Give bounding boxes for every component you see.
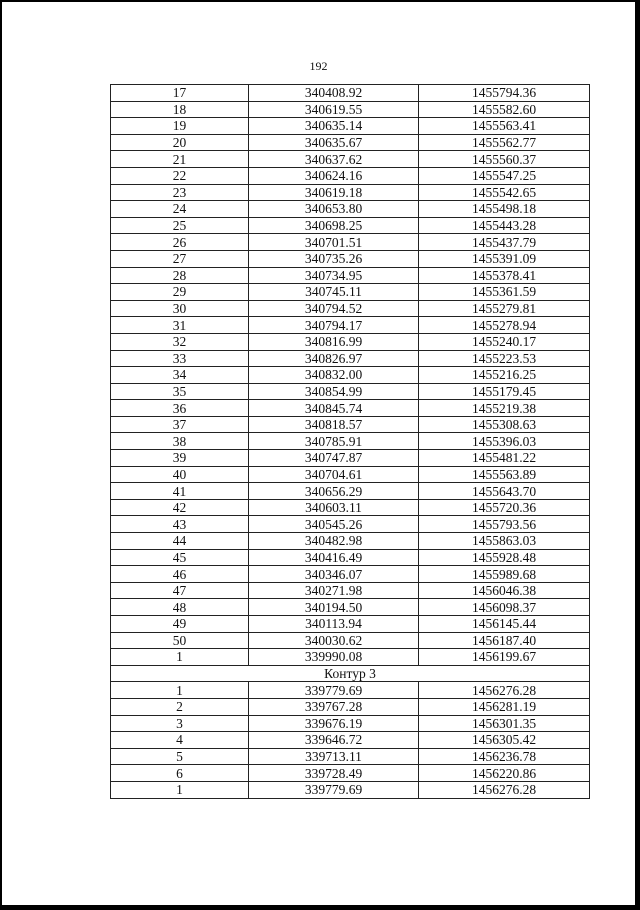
point-number-cell: 45 xyxy=(111,549,249,566)
x-coordinate-cell: 340816.99 xyxy=(249,333,419,350)
table-row xyxy=(111,250,590,267)
table-row xyxy=(111,466,590,483)
y-coordinate-cell: 1455437.79 xyxy=(419,234,590,251)
x-coordinate-cell: 339779.69 xyxy=(249,781,419,798)
x-coordinate-cell: 340637.62 xyxy=(249,151,419,168)
x-coordinate-cell: 339676.19 xyxy=(249,715,419,732)
y-coordinate-cell: 1456276.28 xyxy=(419,781,590,798)
y-coordinate-cell: 1456098.37 xyxy=(419,599,590,616)
x-coordinate-cell: 340747.87 xyxy=(249,450,419,467)
table-row xyxy=(111,167,590,184)
y-coordinate-cell: 1455396.03 xyxy=(419,433,590,450)
x-coordinate-cell: 340845.74 xyxy=(249,400,419,417)
table-row xyxy=(111,433,590,450)
x-coordinate-cell: 340635.14 xyxy=(249,118,419,135)
x-coordinate-cell: 340832.00 xyxy=(249,367,419,384)
y-coordinate-cell: 1456276.28 xyxy=(419,682,590,699)
table-row xyxy=(111,549,590,566)
y-coordinate-cell: 1455391.09 xyxy=(419,250,590,267)
y-coordinate-cell: 1455563.41 xyxy=(419,118,590,135)
x-coordinate-cell: 340854.99 xyxy=(249,383,419,400)
x-coordinate-cell: 340619.18 xyxy=(249,184,419,201)
x-coordinate-cell: 340734.95 xyxy=(249,267,419,284)
y-coordinate-cell: 1455240.17 xyxy=(419,333,590,350)
point-number-cell: 1 xyxy=(111,781,249,798)
table-row xyxy=(111,284,590,301)
table-row xyxy=(111,383,590,400)
point-number-cell: 2 xyxy=(111,698,249,715)
table-row xyxy=(111,715,590,732)
x-coordinate-cell: 340346.07 xyxy=(249,566,419,583)
point-number-cell: 36 xyxy=(111,400,249,417)
y-coordinate-cell: 1455308.63 xyxy=(419,416,590,433)
x-coordinate-cell: 340030.62 xyxy=(249,632,419,649)
point-number-cell: 21 xyxy=(111,151,249,168)
y-coordinate-cell: 1455560.37 xyxy=(419,151,590,168)
point-number-cell: 28 xyxy=(111,267,249,284)
table-row xyxy=(111,267,590,284)
table-row xyxy=(111,134,590,151)
x-coordinate-cell: 340698.25 xyxy=(249,217,419,234)
document-page xyxy=(2,2,635,905)
table-row xyxy=(111,300,590,317)
point-number-cell: 39 xyxy=(111,450,249,467)
table-row xyxy=(111,201,590,218)
x-coordinate-cell: 340271.98 xyxy=(249,582,419,599)
y-coordinate-cell: 1455542.65 xyxy=(419,184,590,201)
x-coordinate-cell: 339728.49 xyxy=(249,765,419,782)
y-coordinate-cell: 1455928.48 xyxy=(419,549,590,566)
table-row xyxy=(111,649,590,666)
point-number-cell: 41 xyxy=(111,483,249,500)
y-coordinate-cell: 1456281.19 xyxy=(419,698,590,715)
x-coordinate-cell: 340826.97 xyxy=(249,350,419,367)
table-row xyxy=(111,682,590,699)
point-number-cell: 32 xyxy=(111,333,249,350)
y-coordinate-cell: 1455216.25 xyxy=(419,367,590,384)
point-number-cell: 42 xyxy=(111,499,249,516)
table-row xyxy=(111,616,590,633)
point-number-cell: 31 xyxy=(111,317,249,334)
table-row xyxy=(111,582,590,599)
y-coordinate-cell: 1455563.89 xyxy=(419,466,590,483)
point-number-cell: 26 xyxy=(111,234,249,251)
y-coordinate-cell: 1455378.41 xyxy=(419,267,590,284)
table-row xyxy=(111,599,590,616)
table-row xyxy=(111,101,590,118)
y-coordinate-cell: 1455278.94 xyxy=(419,317,590,334)
y-coordinate-cell: 1455361.59 xyxy=(419,284,590,301)
y-coordinate-cell: 1455720.36 xyxy=(419,499,590,516)
y-coordinate-cell: 1456301.35 xyxy=(419,715,590,732)
x-coordinate-cell: 340704.61 xyxy=(249,466,419,483)
point-number-cell: 38 xyxy=(111,433,249,450)
point-number-cell: 43 xyxy=(111,516,249,533)
table-row xyxy=(111,400,590,417)
y-coordinate-cell: 1455863.03 xyxy=(419,533,590,550)
section-header-row xyxy=(111,665,590,682)
table-row xyxy=(111,499,590,516)
x-coordinate-cell: 340113.94 xyxy=(249,616,419,633)
x-coordinate-cell: 340735.26 xyxy=(249,250,419,267)
x-coordinate-cell: 340482.98 xyxy=(249,533,419,550)
x-coordinate-cell: 340794.52 xyxy=(249,300,419,317)
table-row xyxy=(111,698,590,715)
table-row xyxy=(111,333,590,350)
point-number-cell: 1 xyxy=(111,682,249,699)
y-coordinate-cell: 1455582.60 xyxy=(419,101,590,118)
table-row xyxy=(111,217,590,234)
section-title: Контур 3 xyxy=(111,665,590,682)
y-coordinate-cell: 1455794.36 xyxy=(419,85,590,102)
table-row xyxy=(111,85,590,102)
y-coordinate-cell: 1455498.18 xyxy=(419,201,590,218)
y-coordinate-cell: 1456199.67 xyxy=(419,649,590,666)
point-number-cell: 17 xyxy=(111,85,249,102)
point-number-cell: 47 xyxy=(111,582,249,599)
x-coordinate-cell: 340619.55 xyxy=(249,101,419,118)
x-coordinate-cell: 340194.50 xyxy=(249,599,419,616)
x-coordinate-cell: 340545.26 xyxy=(249,516,419,533)
x-coordinate-cell: 340635.67 xyxy=(249,134,419,151)
y-coordinate-cell: 1455219.38 xyxy=(419,400,590,417)
y-coordinate-cell: 1455443.28 xyxy=(419,217,590,234)
y-coordinate-cell: 1455279.81 xyxy=(419,300,590,317)
table-row xyxy=(111,566,590,583)
point-number-cell: 35 xyxy=(111,383,249,400)
point-number-cell: 23 xyxy=(111,184,249,201)
point-number-cell: 37 xyxy=(111,416,249,433)
point-number-cell: 4 xyxy=(111,732,249,749)
point-number-cell: 30 xyxy=(111,300,249,317)
y-coordinate-cell: 1455481.22 xyxy=(419,450,590,467)
x-coordinate-cell: 339713.11 xyxy=(249,748,419,765)
x-coordinate-cell: 340416.49 xyxy=(249,549,419,566)
y-coordinate-cell: 1456236.78 xyxy=(419,748,590,765)
point-number-cell: 46 xyxy=(111,566,249,583)
point-number-cell: 34 xyxy=(111,367,249,384)
x-coordinate-cell: 340624.16 xyxy=(249,167,419,184)
x-coordinate-cell: 340794.17 xyxy=(249,317,419,334)
y-coordinate-cell: 1456187.40 xyxy=(419,632,590,649)
y-coordinate-cell: 1456145.44 xyxy=(419,616,590,633)
x-coordinate-cell: 340653.80 xyxy=(249,201,419,218)
y-coordinate-cell: 1455547.25 xyxy=(419,167,590,184)
x-coordinate-cell: 340656.29 xyxy=(249,483,419,500)
point-number-cell: 22 xyxy=(111,167,249,184)
table-row xyxy=(111,234,590,251)
y-coordinate-cell: 1456220.86 xyxy=(419,765,590,782)
point-number-cell: 48 xyxy=(111,599,249,616)
table-row xyxy=(111,450,590,467)
table-row xyxy=(111,350,590,367)
table-row xyxy=(111,516,590,533)
point-number-cell: 33 xyxy=(111,350,249,367)
table-row xyxy=(111,483,590,500)
point-number-cell: 20 xyxy=(111,134,249,151)
point-number-cell: 18 xyxy=(111,101,249,118)
point-number-cell: 25 xyxy=(111,217,249,234)
point-number-cell: 40 xyxy=(111,466,249,483)
point-number-cell: 44 xyxy=(111,533,249,550)
x-coordinate-cell: 340785.91 xyxy=(249,433,419,450)
point-number-cell: 29 xyxy=(111,284,249,301)
y-coordinate-cell: 1455793.56 xyxy=(419,516,590,533)
x-coordinate-cell: 340408.92 xyxy=(249,85,419,102)
x-coordinate-cell: 339646.72 xyxy=(249,732,419,749)
point-number-cell: 24 xyxy=(111,201,249,218)
y-coordinate-cell: 1456305.42 xyxy=(419,732,590,749)
point-number-cell: 6 xyxy=(111,765,249,782)
page-number: 192 xyxy=(309,59,328,73)
x-coordinate-cell: 339767.28 xyxy=(249,698,419,715)
coordinates-table xyxy=(110,84,590,799)
table-row xyxy=(111,748,590,765)
table-row xyxy=(111,151,590,168)
y-coordinate-cell: 1455989.68 xyxy=(419,566,590,583)
y-coordinate-cell: 1456046.38 xyxy=(419,582,590,599)
y-coordinate-cell: 1455562.77 xyxy=(419,134,590,151)
y-coordinate-cell: 1455179.45 xyxy=(419,383,590,400)
point-number-cell: 3 xyxy=(111,715,249,732)
table-row xyxy=(111,184,590,201)
point-number-cell: 27 xyxy=(111,250,249,267)
x-coordinate-cell: 340701.51 xyxy=(249,234,419,251)
point-number-cell: 5 xyxy=(111,748,249,765)
table-row xyxy=(111,416,590,433)
x-coordinate-cell: 340818.57 xyxy=(249,416,419,433)
table-row xyxy=(111,732,590,749)
table-row xyxy=(111,533,590,550)
x-coordinate-cell: 339779.69 xyxy=(249,682,419,699)
y-coordinate-cell: 1455223.53 xyxy=(419,350,590,367)
coordinates-table-body xyxy=(111,85,590,799)
y-coordinate-cell: 1455643.70 xyxy=(419,483,590,500)
point-number-cell: 49 xyxy=(111,616,249,633)
table-row xyxy=(111,367,590,384)
table-row xyxy=(111,765,590,782)
x-coordinate-cell: 340603.11 xyxy=(249,499,419,516)
point-number-cell: 19 xyxy=(111,118,249,135)
point-number-cell: 1 xyxy=(111,649,249,666)
x-coordinate-cell: 339990.08 xyxy=(249,649,419,666)
table-row xyxy=(111,118,590,135)
x-coordinate-cell: 340745.11 xyxy=(249,284,419,301)
point-number-cell: 50 xyxy=(111,632,249,649)
table-row xyxy=(111,317,590,334)
table-row xyxy=(111,781,590,798)
table-row xyxy=(111,632,590,649)
